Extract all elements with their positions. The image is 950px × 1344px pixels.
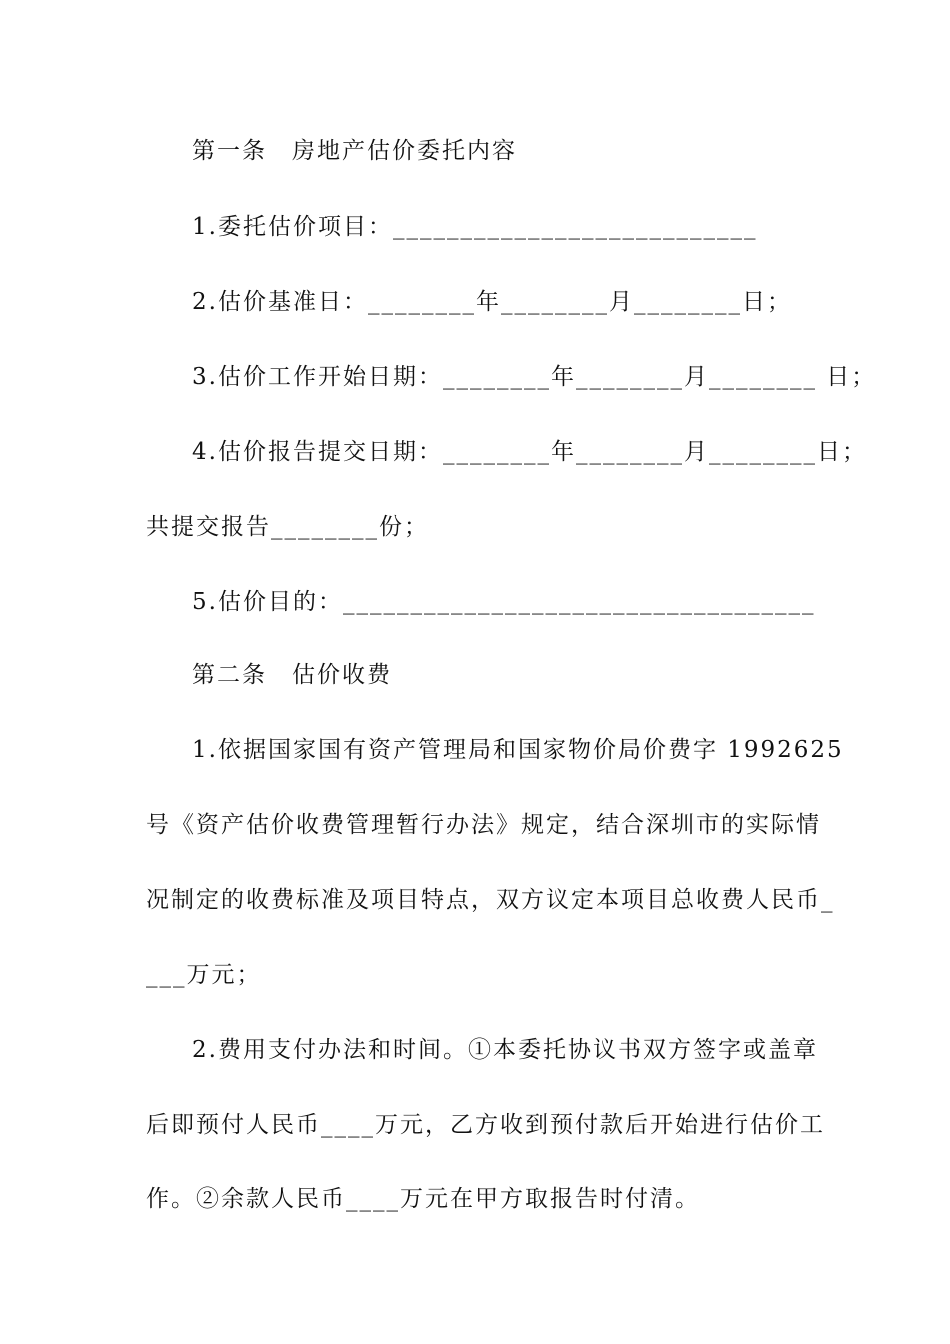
article1-heading: 第一条 房地产估价委托内容 bbox=[192, 138, 517, 164]
payment-paragraph-line-2: 后即预付人民币____万元，乙方收到预付款后开始进行估价工 bbox=[146, 1112, 825, 1138]
item3-start-date: 3.估价工作开始日期：________年________月________ 日； bbox=[192, 364, 877, 390]
article2-heading: 第二条 估价收费 bbox=[192, 662, 392, 688]
item2-valuation-date: 2.估价基准日：________年________月________日； bbox=[192, 289, 792, 315]
item5-purpose: 5.估价目的：___________________________________ bbox=[192, 589, 816, 615]
payment-paragraph-line-1: 2.费用支付办法和时间。①本委托协议书双方签字或盖章 bbox=[192, 1037, 818, 1063]
item1-entrusted-project: 1.委托估价项目：___________________________ bbox=[192, 214, 758, 240]
fee-paragraph-line-3: 况制定的收费标准及项目特点，双方议定本项目总收费人民币_ bbox=[146, 887, 835, 913]
payment-paragraph-line-3: 作。②余款人民币____万元在甲方取报告时付清。 bbox=[146, 1186, 700, 1212]
item4-submission-date: 4.估价报告提交日期：________年________月________日； bbox=[192, 439, 867, 465]
fee-paragraph-line-2: 号《资产估价收费管理暂行办法》规定，结合深圳市的实际情 bbox=[146, 812, 821, 838]
fee-paragraph-line-1: 1.依据国家国有资产管理局和国家物价局价费字 1992625 bbox=[192, 737, 844, 763]
item4-copies: 共提交报告________份； bbox=[146, 514, 429, 540]
fee-paragraph-line-4: ___万元； bbox=[146, 962, 262, 988]
